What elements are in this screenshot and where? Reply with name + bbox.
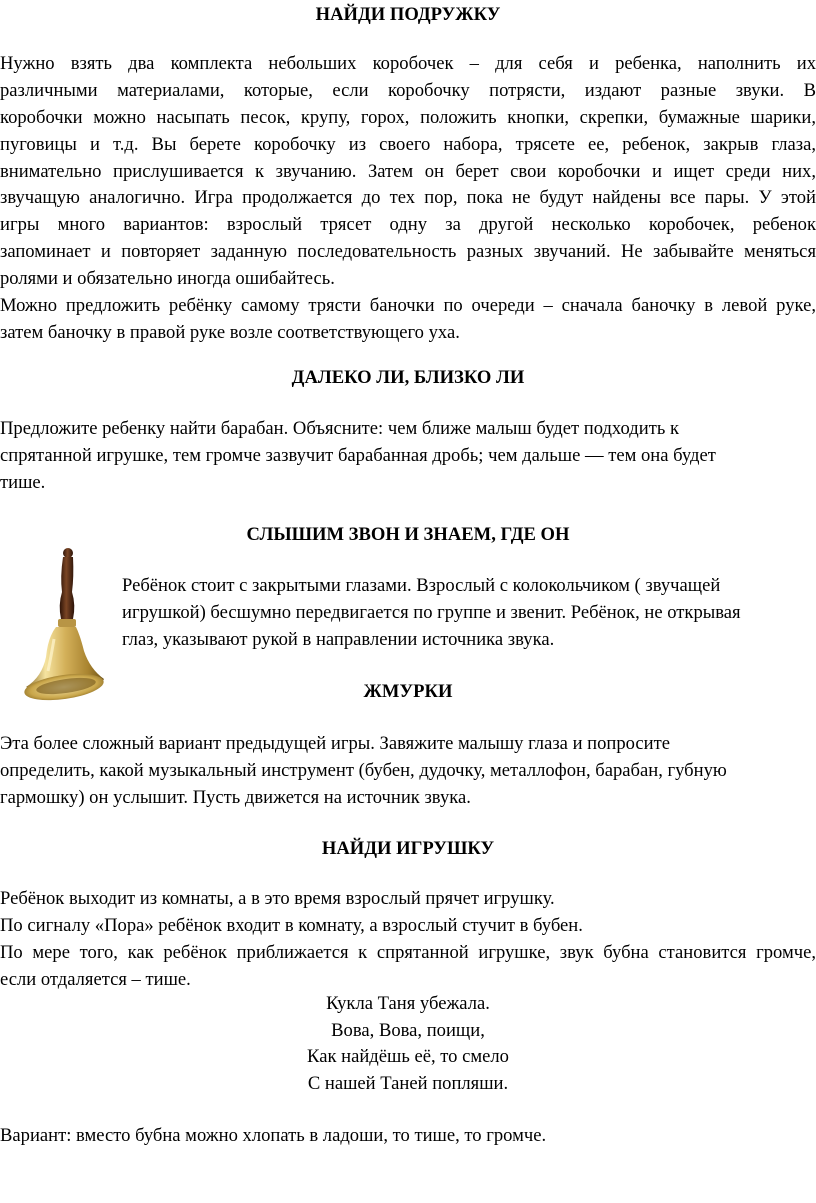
paragraph-find-toy: [0, 886, 816, 994]
variant-note: [0, 1123, 816, 1150]
text-line: коробочки можно насыпать песок, крупу, горох, положить кнопки, скрепки, бумажные шарики,: [0, 106, 816, 128]
text-line: Эта более сложный вариант предыдущей игры. Завяжите малышу глаза и попросите: [0, 733, 671, 754]
text-line: глаз, указывают рукой в направлении источника звука.: [122, 628, 555, 650]
text-line: Нужно взять два комплекта небольших коробочек – для себя и ребенка, наполнить их: [0, 53, 816, 74]
paragraph-find-friend: [0, 51, 816, 347]
paragraph-far-near: [0, 416, 816, 497]
text-line: игрушкой) бесшумно передвигается по группе и звенит. Ребёнок, не открывая: [122, 601, 741, 623]
section-title-find-friend: НАЙДИ ПОДРУЖКУ: [315, 4, 501, 25]
text-line: запоминает и повторяет заданную последовательность разных звучаний. Не забывайте меняться: [0, 241, 816, 263]
text-line: игры много вариантов: взрослый трясет одну за другой несколько коробочек, ребенок: [0, 214, 816, 236]
text-line: звучащую аналогично. Игра продолжается до тех пор, пока не будут найдены все пары. У этой: [0, 187, 816, 209]
text-line: По мере того, как ребёнок приближается к спрятанной игрушке, звук бубна становится громче,: [0, 941, 816, 963]
text-line: определить, какой музыкальный инструмент (бубен, дудочку, металлофон, барабан, губную: [0, 759, 727, 781]
section-title-find-toy: НАЙДИ ИГРУШКУ: [321, 838, 495, 859]
text-line: различными материалами, которые, если коробочку потрясти, издают разные звуки. В: [0, 79, 816, 101]
poem-line: С нашей Таней попляши.: [307, 1072, 509, 1094]
paragraph-blind-man: [0, 731, 816, 812]
text-line: Ребёнок выходит из комнаты, а в это время взрослый прячет игрушку.: [0, 888, 555, 909]
text-line: гармошку) он услышит. Пусть движется на источник звука.: [0, 786, 471, 808]
text-line: Можно предложить ребёнку самому трясти баночки по очереди – сначала баночку в левой руке,: [0, 295, 816, 317]
text-line: тише.: [0, 471, 46, 493]
poem-line: Кукла Таня убежала.: [326, 993, 490, 1014]
text-line: пуговицы и т.д. Вы берете коробочку из своего набора, трясете ее, ребенок, закрыв глаза,: [0, 133, 816, 155]
text-line: внимательно прислушивается к звучанию. Затем он берет свои коробочки и ищет среди них,: [0, 160, 816, 182]
section-title-blind-man: ЖМУРКИ: [363, 681, 453, 702]
poem: [0, 991, 816, 1097]
poem-line: Как найдёшь её, то смело: [307, 1046, 509, 1067]
text-line: Предложите ребенку найти барабан. Объясните: чем ближе малыш будет подходить к: [0, 418, 679, 439]
text-line: По сигналу «Пора» ребёнок входит в комнату, а взрослый стучит в бубен.: [0, 914, 583, 936]
section-title-hear-bell: СЛЫШИМ ЗВОН И ЗНАЕМ, ГДЕ ОН: [246, 524, 570, 545]
poem-line: Вова, Вова, поищи,: [331, 1019, 485, 1041]
text-line: спрятанной игрушке, тем громче зазвучит барабанная дробь; чем дальше — тем она будет: [0, 444, 716, 466]
text-line: ролями и обязательно иногда ошибайтесь.: [0, 268, 335, 290]
text-line: Ребёнок стоит с закрытыми глазами. Взрослый с колокольчиком ( звучащей: [122, 575, 721, 596]
text-line: затем баночку в правой руке возле соответствующего уха.: [0, 321, 460, 343]
section-title-far-near: ДАЛЕКО ЛИ, БЛИЗКО ЛИ: [291, 367, 525, 388]
paragraph-hear-bell: [122, 573, 816, 654]
text-line: если отдаляется – тише.: [0, 968, 191, 990]
text-line: Вариант: вместо бубна можно хлопать в ладоши, то тише, то громче.: [0, 1125, 547, 1146]
